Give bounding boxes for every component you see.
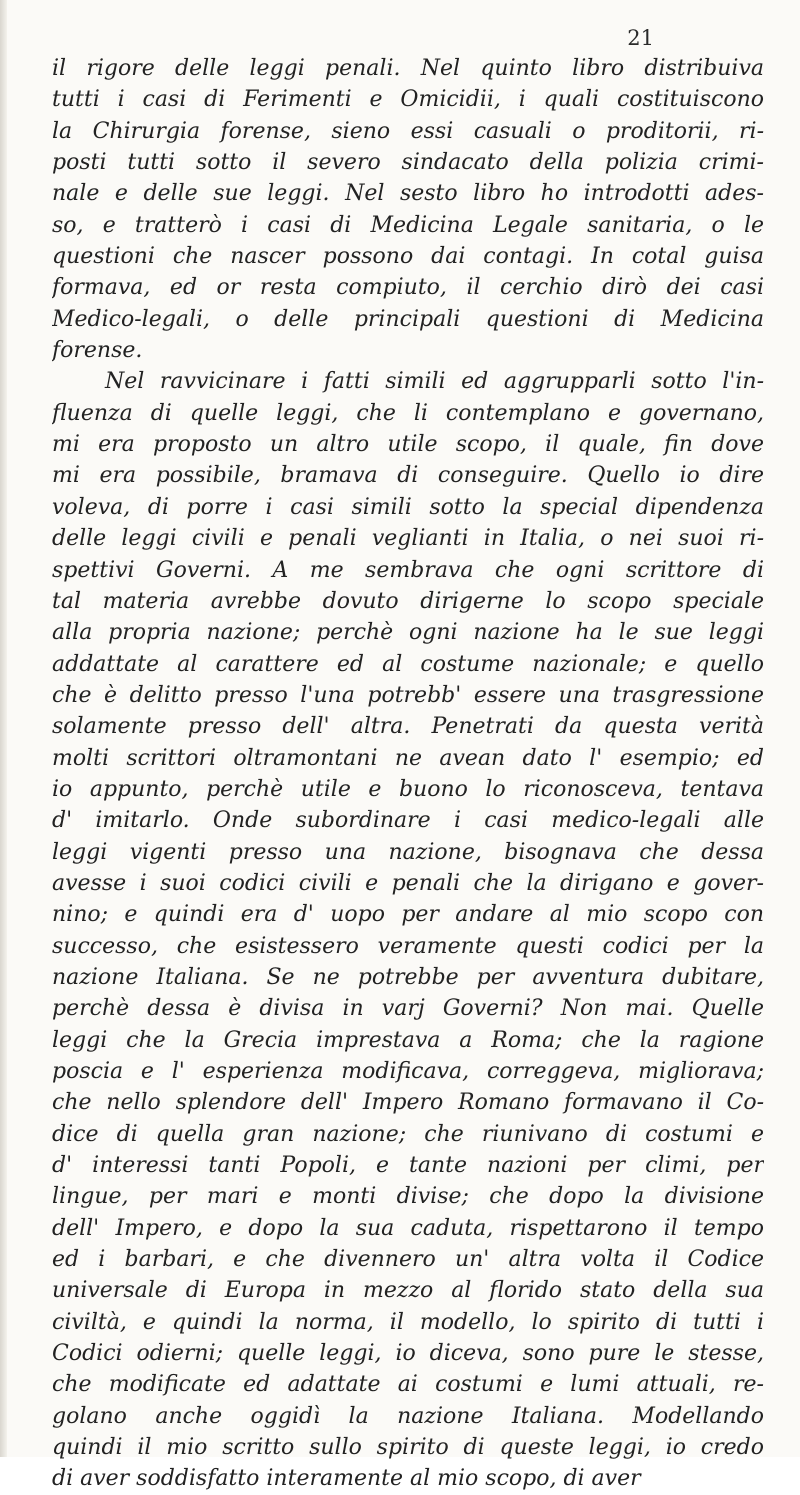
text-line: universale di Europa in mezzo al florido stato della sua [52, 1278, 764, 1304]
text-line: addattate al carattere ed al costume nazionale; e quello [52, 651, 764, 677]
text-line: successo, che esistessero veramente questi codici per la [52, 933, 764, 959]
text-line: che è delitto presso l'una potrebb' essere una trasgressione [52, 682, 764, 708]
text-line: Nel ravvicinare i fatti simili ed aggrupparli sotto l'in- [105, 369, 764, 395]
text-line: d' interessi tanti Popoli, e tante nazioni per climi, per [52, 1153, 764, 1179]
text-line: civiltà, e quindi la norma, il modello, lo spirito di tutti i [52, 1309, 764, 1335]
text-line: spettivi Governi. A me sembrava che ogni scrittore di [52, 557, 764, 583]
text-line: ed i barbari, e che divennero un' altra volta il Codice [52, 1247, 764, 1273]
text-line: io appunto, perchè utile e buono lo riconosceva, tentava [52, 776, 764, 802]
text-line: nazione Italiana. Se ne potrebbe per avventura dubitare, [52, 964, 764, 990]
text-line: posti tutti sotto il severo sindacato della polizia crimi- [52, 150, 764, 176]
text-line: mi era proposto un altro utile scopo, il quale, fin dove [52, 432, 764, 458]
text-line: dice di quella gran nazione; che riunivano di costumi e [52, 1121, 764, 1147]
text-line: nino; e quindi era d' uopo per andare al mio scopo con [52, 902, 764, 928]
text-line: mi era possibile, bramava di conseguire. Quello io dire [52, 463, 764, 489]
text-line: leggi vigenti presso una nazione, bisognava che dessa [52, 839, 764, 865]
text-line: lingue, per mari e monti divise; che dopo la divisione [52, 1184, 764, 1210]
text-line: tutti i casi di Ferimenti e Omicidii, i quali costituiscono [52, 87, 764, 113]
text-line: golano anche oggidì la nazione Italiana. Modellando [52, 1403, 764, 1429]
text-line: Medico-legali, o delle principali questioni di Medicina [52, 306, 764, 332]
text-line: fluenza di quelle leggi, che li contemplano e governano, [52, 400, 764, 426]
page-binding-edge [0, 0, 7, 1457]
text-line: la Chirurgia forense, sieno essi casuali o proditorii, ri- [52, 118, 764, 144]
text-line: forense. [52, 338, 143, 364]
text-line: che modificate ed adattate ai costumi e lumi attuali, re- [52, 1372, 764, 1398]
text-line: di aver soddisfatto interamente al mio scopo, di aver [52, 1466, 641, 1492]
text-line: leggi che la Grecia imprestava a Roma; che la ragione [52, 1027, 764, 1053]
text-line: so, e tratterò i casi di Medicina Legale sanitaria, o le [52, 212, 764, 238]
text-line: voleva, di porre i casi simili sotto la special dipendenza [52, 494, 764, 520]
text-line: tal materia avrebbe dovuto dirigerne lo scopo speciale [52, 588, 764, 614]
text-line: dell' Impero, e dopo la sua caduta, rispettarono il tempo [52, 1215, 764, 1241]
text-line: avesse i suoi codici civili e penali che la dirigano e gover- [52, 870, 764, 896]
text-line: formava, ed or resta compiuto, il cerchio dirò dei casi [52, 275, 764, 301]
text-line: questioni che nascer possono dai contagi. In cotal guisa [52, 244, 764, 270]
text-line: quindi il mio scritto sullo spirito di queste leggi, io credo [52, 1435, 764, 1461]
text-line: perchè dessa è divisa in varj Governi? Non mai. Quelle [52, 996, 764, 1022]
text-line: che nello splendore dell' Impero Romano formavano il Co- [52, 1090, 764, 1116]
page-number: 21 [627, 26, 654, 50]
text-line: Codici odierni; quelle leggi, io diceva, sono pure le stesse, [52, 1341, 764, 1367]
text-line: d' imitarlo. Onde subordinare i casi medico-legali alle [52, 808, 764, 834]
text-line: delle leggi civili e penali veglianti in Italia, o nei suoi ri- [52, 526, 764, 552]
text-line: molti scrittori oltramontani ne avean dato l' esempio; ed [52, 745, 764, 771]
text-line: solamente presso dell' altra. Penetrati da questa verità [52, 714, 764, 740]
body-text [52, 53, 764, 1495]
text-line: poscia e l' esperienza modificava, correggeva, migliorava; [52, 1059, 764, 1084]
text-line: nale e delle sue leggi. Nel sesto libro ho introdotti ades- [52, 181, 764, 207]
text-line: il rigore delle leggi penali. Nel quinto libro distribuiva [52, 56, 764, 81]
text-line: alla propria nazione; perchè ogni nazione ha le sue leggi [52, 620, 764, 646]
